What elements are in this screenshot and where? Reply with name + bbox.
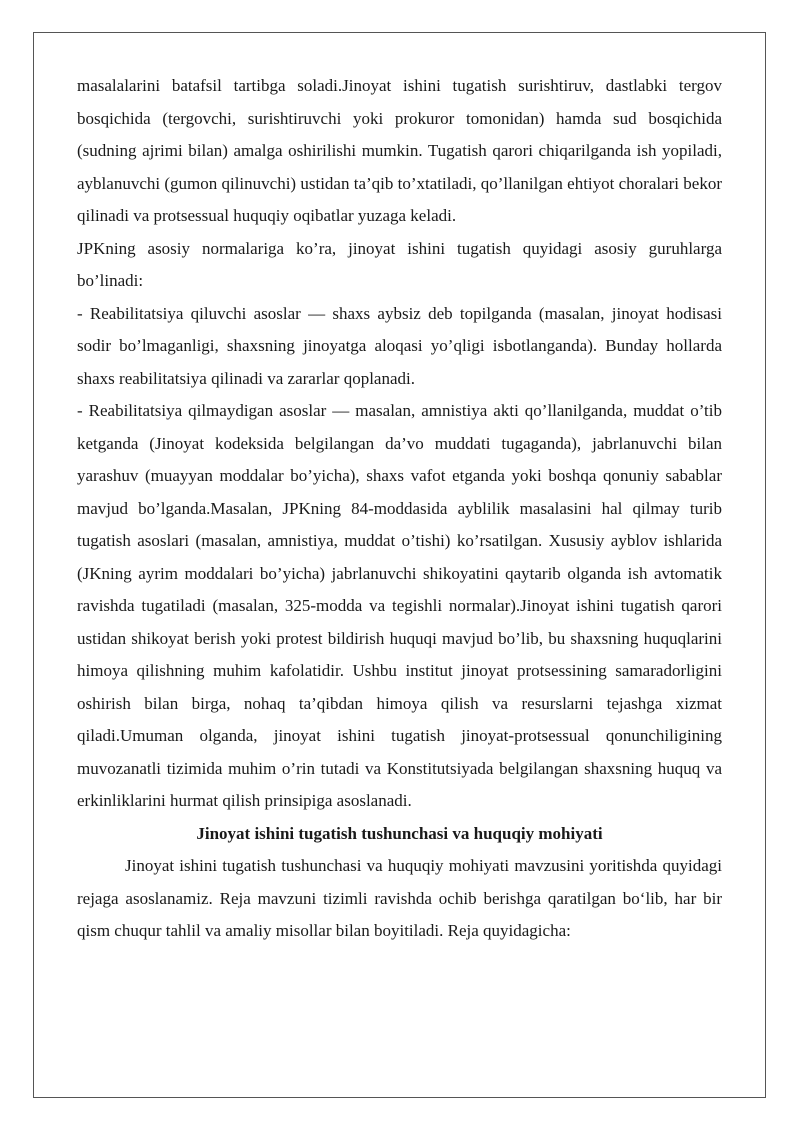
paragraph-non-rehabilitating-grounds: - Reabilitatsiya qilmaydigan asoslar — masalan, amnistiya akti qo’llanilganda, muddat o’tib ketganda (Jinoyat kodeksida belgilangan da’vo muddati tugaganda), jabrlanuvchi bilan yarashuv (muayyan moddalar bo’yicha), shaxs vafot etganda yoki boshqa qonuniy sabablar mavjud bo’lganda.Masalan, JPKning 84-moddasida ayblilik masalasini hal qilmay turib tugatish asoslari (masalan, amnistiya, muddat o’tishi) ko’rsatilgan. Xususiy ayblov ishlarida (JKning ayrim moddalari bo’yicha) jabrlanuvchi shikoyatini qaytarib olganda ish avtomatik ravishda tugatiladi (masalan, 325-modda va tegishli normalar).Jinoyat ishini tugatish qarori ustidan shikoyat berish yoki protest bildirish huquqi mavjud bo’lib, bu shaxsning huquqlarini himoya qilishning muhim kafolatidir. Ushbu institut jinoyat protsessining samaradorligini oshirish bilan birga, nohaq ta’qibdan himoya qilish va resurslarni tejashga xizmat qiladi.Umuman olganda, jinoyat ishini tugatish jinoyat-protsessual qonunchiligining muvozanatli tizimida muhim o’rin tutadi va Konstitutsiyada belgilangan shaxsning huquq va erkinliklarini hurmat qilish prinsipiga asoslanadi. (77, 401, 722, 810)
paragraph-rehabilitating-grounds: - Reabilitatsiya qiluvchi asoslar — shaxs aybsiz deb topilganda (masalan, jinoyat hodisasi sodir bo’lmaganligi, shaxsning jinoyatga aloqasi yo’qligi isbotlanganda). Bunday hollarda shaxs reabilitatsiya qilinadi va zararlar qoplanadi. (77, 303, 722, 388)
paragraph-termination-groups: JPKning asosiy normalariga ko’ra, jinoyat ishini tugatish quyidagi asosiy guruhlarga bo’linadi: (77, 238, 722, 290)
paragraph-plan-intro: Jinoyat ishini tugatish tushunchasi va huquqiy mohiyati mavzusini yoritishda quyidagi rejaga asoslanamiz. Reja mavzuni tizimli ravishda ochib berishga qaratilgan bo‘lib, har bir qism chuqur tahlil va amaliy misollar bilan boyitiladi. Reja quyidagicha: (77, 856, 722, 940)
document-body (77, 70, 722, 948)
section-heading: Jinoyat ishini tugatish tushunchasi va huquqiy mohiyati (196, 823, 603, 843)
paragraph-termination-stages: masalalarini batafsil tartibga soladi.Jinoyat ishini tugatish surishtiruv, dastlabki tergov bosqichida (tergovchi, surishtiruvchi yoki prokuror tomonidan) hamda sud bosqichida (sudning ajrimi bilan) amalga oshirilishi mumkin. Tugatish qarori chiqarilganda ish yopiladi, ayblanuvchi (gumon qilinuvchi) ustidan ta’qib to’xtatiladi, qo’llanilgan ehtiyot choralari bekor qilinadi va protsessual huquqiy oqibatlar yuzaga keladi. (77, 76, 722, 225)
